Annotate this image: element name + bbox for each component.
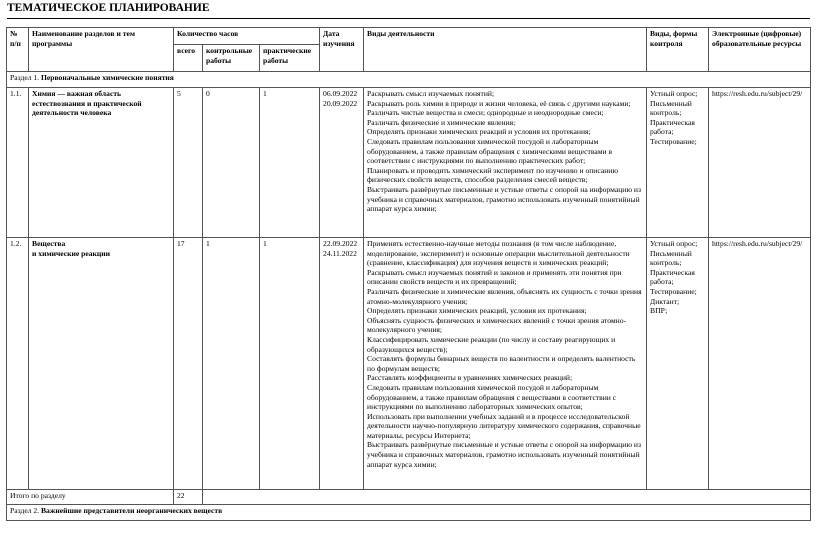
activity-item: Различать чистые вещества и смеси; однородные и неоднородные смеси; [367,108,604,118]
header-name: Наименование разделов и тем программы [29,28,174,72]
activity-item: Выстраивать развёрнутые письменные и устные ответы с опорой на информацию из учебника и справочных материалов, грамотно использовать изученный понятийный аппарат курса химии; [367,440,641,469]
form-item: Устный опрос; [650,239,698,248]
activity-item: Определять признаки химических реакций, условия их протекания; [367,306,587,316]
header-hours-total: всего [174,45,203,72]
row-resource-link[interactable]: https://resh.edu.ru/subject/29/ [709,88,811,238]
section-2-name: Важнейшие представители неорганических веществ [40,506,223,515]
form-item: Диктант; [650,296,680,306]
section-row-2 [7,505,811,521]
row-dates [320,238,364,490]
topic-name-line1: Вещества [32,239,66,248]
activity-item: Использовать при выполнении учебных заданий и в процессе исследовательской деятельности научно-популярную литературу химического содержания, справочные материалы, ресурсы Интернета; [367,411,641,440]
row-num: 1.1. [7,88,29,238]
activity-item: Определять признаки химических реакций и условия их протекания; [367,127,591,137]
title-divider [7,18,810,19]
activity-item: Раскрывать смысл изучаемых понятий и законов и применять эти понятия при описании свойств веществ и их превращений; [367,267,622,287]
row-hours-total: 17 [174,238,203,490]
row-activities [364,238,647,490]
row-num: 1.2. [7,238,29,490]
activity-item: Раскрывать роль химии в природе и жизни человека, её связь с другими науками; [367,98,631,108]
section-total-row [7,490,811,505]
activity-item: Раскрывать смысл изучаемых понятий; [367,89,495,98]
row-hours-control: 0 [203,88,260,238]
activity-item: Следовать правилам пользования химической посудой и лабораторным оборудованием, а также правилам обращения с химическими веществами в соответствии с инструкциями по выполнению практических работ; [367,136,613,166]
topic-name-bold: Химия [32,89,56,98]
row-resource-link[interactable]: https://resh.edu.ru/subject/29/ [709,238,811,490]
form-item: Письменный контроль; [650,248,692,268]
activity-item: Различать физические и химические явления; [367,117,516,127]
header-resources: Электронные (цифровые) образовательные ресурсы [709,28,811,72]
date-start: 22.09.2022 [323,239,358,248]
row-dates [320,88,364,238]
form-item: Тестирование; [650,286,697,296]
date-end: 20.09.2022 [323,98,358,108]
activity-item: Планировать и проводить химический эксперимент по изучению и описанию физических свойств веществ, способов разделения смесей веществ; [367,165,619,185]
row-topic-name [29,88,174,238]
row-forms [647,88,709,238]
section-total-label: Итого по разделу [7,490,174,505]
section-2-cell [7,505,811,521]
section-row-1 [7,72,811,88]
page-title: ТЕМАТИЧЕСКОЕ ПЛАНИРОВАНИЕ [7,2,210,14]
activity-item: Различать физические и химические явления, объяснять их сущность с точки зрения атомно-молекулярного учения; [367,286,642,306]
header-hours: Количество часов [174,28,320,45]
section-1-cell [7,72,811,88]
section-1-name: Первоначальные химические понятия [40,73,174,82]
form-item: Практическая работа; [650,267,695,287]
section-total-empty [203,490,811,505]
date-end: 24.11.2022 [323,248,357,258]
section-1-prefix: Раздел 1. [10,73,40,82]
topic-name-line2: и химические реакции [32,248,111,258]
topic-name-rest: — важная область естествознания и практической деятельности человека [32,89,142,118]
section-total-value: 22 [174,490,203,505]
activity-item: Расставлять коэффициенты в уравнениях химических реакций; [367,373,573,383]
header-forms: Виды, формы контроля [647,28,709,72]
header-hours-practical: практические работы [260,45,320,72]
form-item: Устный опрос; [650,89,698,98]
form-item: Практическая работа; [650,117,695,137]
activity-item: Следовать правилам пользования химической посудой и лабораторным оборудованием, а также правилам обращения с веществами в соответствии с инструкциями по выполнению лабораторных химических опытов; [367,382,617,412]
activity-item: Применять естественно-научные методы познания (в том числе наблюдение, моделирование, эксперимент) и основные операции мыслительной деятельности (сравнение, классификация) для изучения веществ и химических реакций; [367,239,630,268]
activity-item: Классифицировать химические реакции (по числу и составу реагирующих и образующихся веществ); [367,334,616,354]
form-item: ВПР; [650,306,668,316]
header-date: Дата изучения [320,28,364,72]
table-row [7,238,811,490]
row-activities [364,88,647,238]
header-hours-control: контрольные работы [203,45,260,72]
row-hours-practical: 1 [260,88,320,238]
row-hours-practical: 1 [260,238,320,490]
row-hours-total: 5 [174,88,203,238]
form-item: Тестирование; [650,136,697,146]
row-hours-control: 1 [203,238,260,490]
row-forms [647,238,709,490]
header-activities: Виды деятельности [364,28,647,72]
activity-item: Составлять формулы бинарных веществ по валентности и определять валентность по формулам веществ; [367,354,636,373]
activity-item: Выстраивать развёрнутые письменные и устные ответы с опорой на информацию из учебника и справочных материалов, грамотно использовать изученный понятийный аппарат курса химии; [367,184,641,214]
table-row [7,88,811,238]
section-2-prefix: Раздел 2. [10,506,40,515]
row-topic-name [29,238,174,490]
date-start: 06.09.2022 [323,89,358,98]
planning-table [6,27,811,521]
form-item: Письменный контроль; [650,98,692,118]
activity-item: Объяснять сущность физических и химических явлений с точки зрения атомно-молекулярного учения; [367,315,627,335]
header-num: № п/п [7,28,29,72]
